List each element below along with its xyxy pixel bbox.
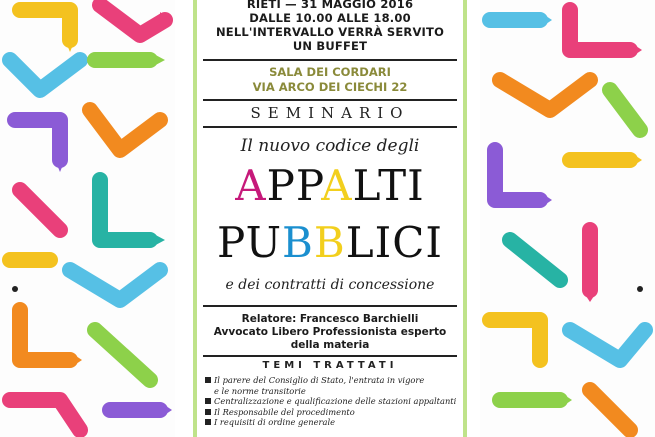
title-letter: A	[235, 161, 267, 210]
bullet-square-icon	[205, 398, 211, 404]
divider	[203, 305, 457, 307]
speaker-name: Relatore: Francesco Barchielli	[241, 313, 419, 325]
time-line: DALLE 10.00 ALLE 18.00	[249, 11, 411, 25]
divider	[203, 59, 457, 61]
right-dot	[637, 286, 643, 292]
title-pubblici	[197, 218, 463, 267]
title-letter: B	[313, 218, 346, 267]
title-appalti	[197, 161, 463, 210]
bullet-square-icon	[205, 419, 211, 425]
title-letter: I	[425, 218, 443, 267]
list-item	[205, 417, 457, 428]
title-letter: B	[281, 218, 314, 267]
list-item	[205, 396, 457, 407]
title-letter: P	[295, 161, 322, 210]
bullet-square-icon	[205, 377, 211, 383]
divider	[203, 99, 457, 101]
title-letter: L	[345, 218, 375, 267]
divider	[203, 355, 457, 357]
title-letter: P	[266, 161, 296, 210]
right-arrow-pattern	[480, 0, 655, 437]
list-item	[205, 375, 457, 386]
list-item	[205, 386, 457, 397]
title-letter: U	[245, 218, 282, 267]
title-letter: L	[352, 161, 379, 210]
bullet-square-icon	[205, 409, 211, 415]
venue-name: SALA DEI CORDARI	[269, 65, 391, 79]
topic-text: Il parere del Consiglio di Stato, l'entrata in vigore	[214, 375, 425, 385]
topic-text: Centralizzazione e qualificazione delle stazioni appaltanti	[214, 396, 457, 406]
topic-text: e le norme transitorie	[214, 385, 306, 396]
title-letter: T	[378, 161, 408, 210]
left-arrow-pattern	[0, 0, 175, 437]
topics-heading: TEMI TRATTATI	[262, 360, 398, 371]
topic-text: Il Responsabile del procedimento	[214, 406, 355, 417]
divider	[203, 126, 457, 128]
title-letter: P	[217, 218, 246, 267]
left-dot	[12, 286, 18, 292]
title-letter: A	[321, 161, 353, 210]
list-item	[205, 407, 457, 418]
speaker-role-cont: della materia	[290, 339, 370, 351]
event-type: SEMINARIO	[250, 104, 410, 122]
seminar-poster	[193, 0, 467, 437]
date-line: RIETI — 31 MAGGIO 2016	[246, 0, 414, 11]
venue-block	[197, 65, 463, 95]
topics-list	[205, 375, 457, 428]
speaker-block	[197, 313, 463, 352]
title-letter: I	[407, 161, 425, 210]
buffet-line-1: NELL'INTERVALLO VERRÀ SERVITO	[215, 25, 445, 39]
venue-address: VIA ARCO DEI CIECHI 22	[252, 80, 408, 94]
subtitle-bottom: e dei contratti di concessione	[225, 277, 435, 293]
topic-text: I requisiti di ordine generale	[214, 417, 336, 427]
subtitle-top: Il nuovo codice degli	[240, 136, 420, 156]
title-letter: I	[374, 218, 393, 267]
buffet-line-2: UN BUFFET	[292, 39, 368, 53]
title-letter: C	[392, 218, 426, 267]
speaker-role: Avvocato Libero Professionista esperto	[213, 326, 447, 338]
event-schedule	[197, 0, 463, 53]
